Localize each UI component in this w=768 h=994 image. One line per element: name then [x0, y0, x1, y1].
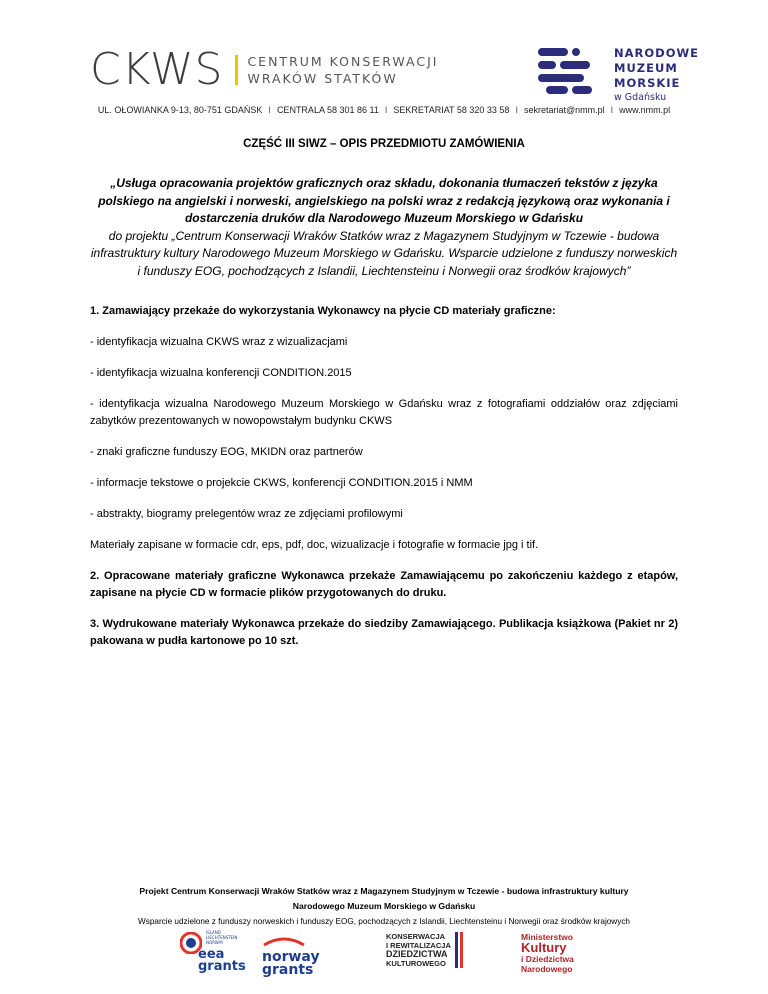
krdk-logo-line1: KONSERWACJA	[386, 932, 446, 941]
nmm-logo-line2: MUZEUM	[614, 61, 678, 75]
ckws-logo-line1: CENTRUM KONSERWACJI	[247, 54, 439, 69]
krdk-logo	[386, 932, 463, 968]
contact-separator: I	[268, 105, 271, 115]
list-item: - informacje tekstowe o projekcie CKWS, konferencji CONDITION.2015 i NMM	[90, 477, 473, 489]
footer-line2: Narodowego Muzeum Morskiego w Gdańsku	[292, 901, 476, 911]
contact-separator: I	[384, 105, 388, 115]
ckws-accent-bar	[235, 55, 238, 85]
document-body	[90, 136, 678, 650]
krdk-bar-icon	[460, 932, 463, 968]
intro-text: do projektu „Centrum Konserwacji Wraków Statków wraz z Magazynem Studyjnym w Tczewie - budowa infrastruktury kultury Narodowego Muzeum Morskiego w Gdańsku. Wsparcie udzielone z funduszy norweskich i funduszy EOG, pochodzących z Islandii, Liechtensteinu i Norwegii oraz środków krajowych”	[90, 228, 678, 278]
section3-text: 3. Wydrukowane materiały Wykonawca przekaże do siedziby Zamawiającego. Publikacja książkowa (Pakiet nr 2) pakowana w pudła kartonowe po 10 szt.	[90, 618, 678, 647]
eea-logo-line2: grants	[198, 959, 246, 974]
partner-logos	[0, 930, 768, 978]
contact-separator: I	[515, 105, 518, 115]
intro-block	[90, 175, 678, 280]
nmm-logo	[538, 46, 699, 105]
contact-email[interactable]: sekretariat@nmm.pl	[523, 105, 605, 115]
footer-line1: Projekt Centrum Konserwacji Wraków Statków wraz z Magazynem Studyjnym w Tczewie - budowa infrastruktury kultury	[139, 886, 629, 896]
section1-heading: 1. Zamawiający przekaże do wykorzystania Wykonawcy na płycie CD materiały graficzne:	[90, 305, 556, 317]
nmm-logo-text	[614, 46, 699, 105]
contact-website[interactable]: www.nmm.pl	[619, 105, 671, 115]
nmm-logo-line4: w Gdańsku	[614, 92, 667, 103]
eea-logo-line1: eea	[198, 947, 225, 962]
norway-swoosh-icon	[262, 937, 306, 947]
intro-bold: „Usługa opracowania projektów graficznych oraz składu, dokonania tłumaczeń tekstów z języka polskiego na angielski i norweski, angielskiego na polski wraz z redakcją językową oraz wykonania i dostarczenia druków dla Narodowego Muzeum Morskiego w Gdańsku	[98, 176, 670, 225]
mkidn-logo	[521, 932, 574, 974]
ckws-logo-line2: WRAKÓW STATKÓW	[247, 71, 398, 86]
nmm-logo-icon	[538, 48, 600, 94]
eea-logo-top: ISLAND LIECHTENSTEIN NORWAY	[206, 930, 238, 945]
mkidn-logo-line1: Ministerstwo	[521, 932, 573, 942]
krdk-bar-icon	[455, 932, 458, 968]
krdk-logo-line2: I REWITALIZACJA	[386, 941, 451, 950]
part-title: CZĘŚĆ III SIWZ – OPIS PRZEDMIOTU ZAMÓWIENIA	[243, 138, 525, 150]
ckws-logo-mark: CKWS	[90, 44, 224, 95]
ckws-logo-text	[247, 53, 438, 87]
footer-line3: Wsparcie udzielone z funduszy norweskich i funduszy EOG, pochodzących z Islandii, Liechtensteinu i Norwegii oraz środków krajowych	[138, 917, 630, 926]
footer	[0, 884, 768, 929]
list-item: - znaki graficzne funduszy EOG, MKIDN oraz partnerów	[90, 446, 363, 458]
norway-logo-line1: norway	[262, 949, 320, 965]
nmm-logo-line1: NARODOWE	[614, 46, 700, 60]
nmm-logo-line3: MORSKIE	[614, 76, 681, 90]
krdk-logo-line4: KULTUROWEGO	[386, 959, 446, 968]
list-item: - identyfikacja wizualna CKWS wraz z wizualizacjami	[90, 336, 348, 348]
list-item: - abstrakty, biogramy prelegentów wraz ze zdjęciami profilowymi	[90, 508, 403, 520]
eea-grants-logo	[180, 930, 246, 973]
contact-central: CENTRALA 58 301 86 11	[276, 105, 379, 115]
formats-note: Materiały zapisane w formacie cdr, eps, pdf, doc, wizualizacje i fotografie w formacie jpg i tif.	[90, 539, 539, 551]
contact-secretariat: SEKRETARIAT 58 320 33 58	[393, 105, 510, 115]
mkidn-logo-line4: Narodowego	[521, 964, 573, 974]
contact-line	[0, 105, 768, 115]
mkidn-logo-line3: i Dziedzictwa	[521, 954, 574, 964]
contact-address: UL. OŁOWIANKA 9-13, 80-751 GDAŃSK	[97, 105, 263, 115]
ckws-logo	[90, 44, 439, 95]
section2-text: 2. Opracowane materiały graficzne Wykonawca przekaże Zamawiającemu po zakończeniu każdego z etapów, zapisane na płycie CD w formacie plików przygotowanych do druku.	[90, 570, 678, 599]
norway-grants-logo	[262, 932, 320, 977]
eea-symbol-icon	[180, 932, 202, 954]
list-item: - identyfikacja wizualna Narodowego Muzeum Morskiego w Gdańsku wraz z fotografiami oddziałów oraz zdjęciami zabytków prezentowanych w nowopowstałym budynku CKWS	[90, 398, 678, 427]
contact-separator: I	[610, 105, 614, 115]
mkidn-logo-line2: Kultury	[521, 940, 567, 955]
norway-logo-line2: grants	[262, 962, 314, 978]
list-item: - identyfikacja wizualna konferencji CONDITION.2015	[90, 367, 352, 379]
krdk-logo-line3: DZIEDZICTWA	[386, 949, 448, 959]
